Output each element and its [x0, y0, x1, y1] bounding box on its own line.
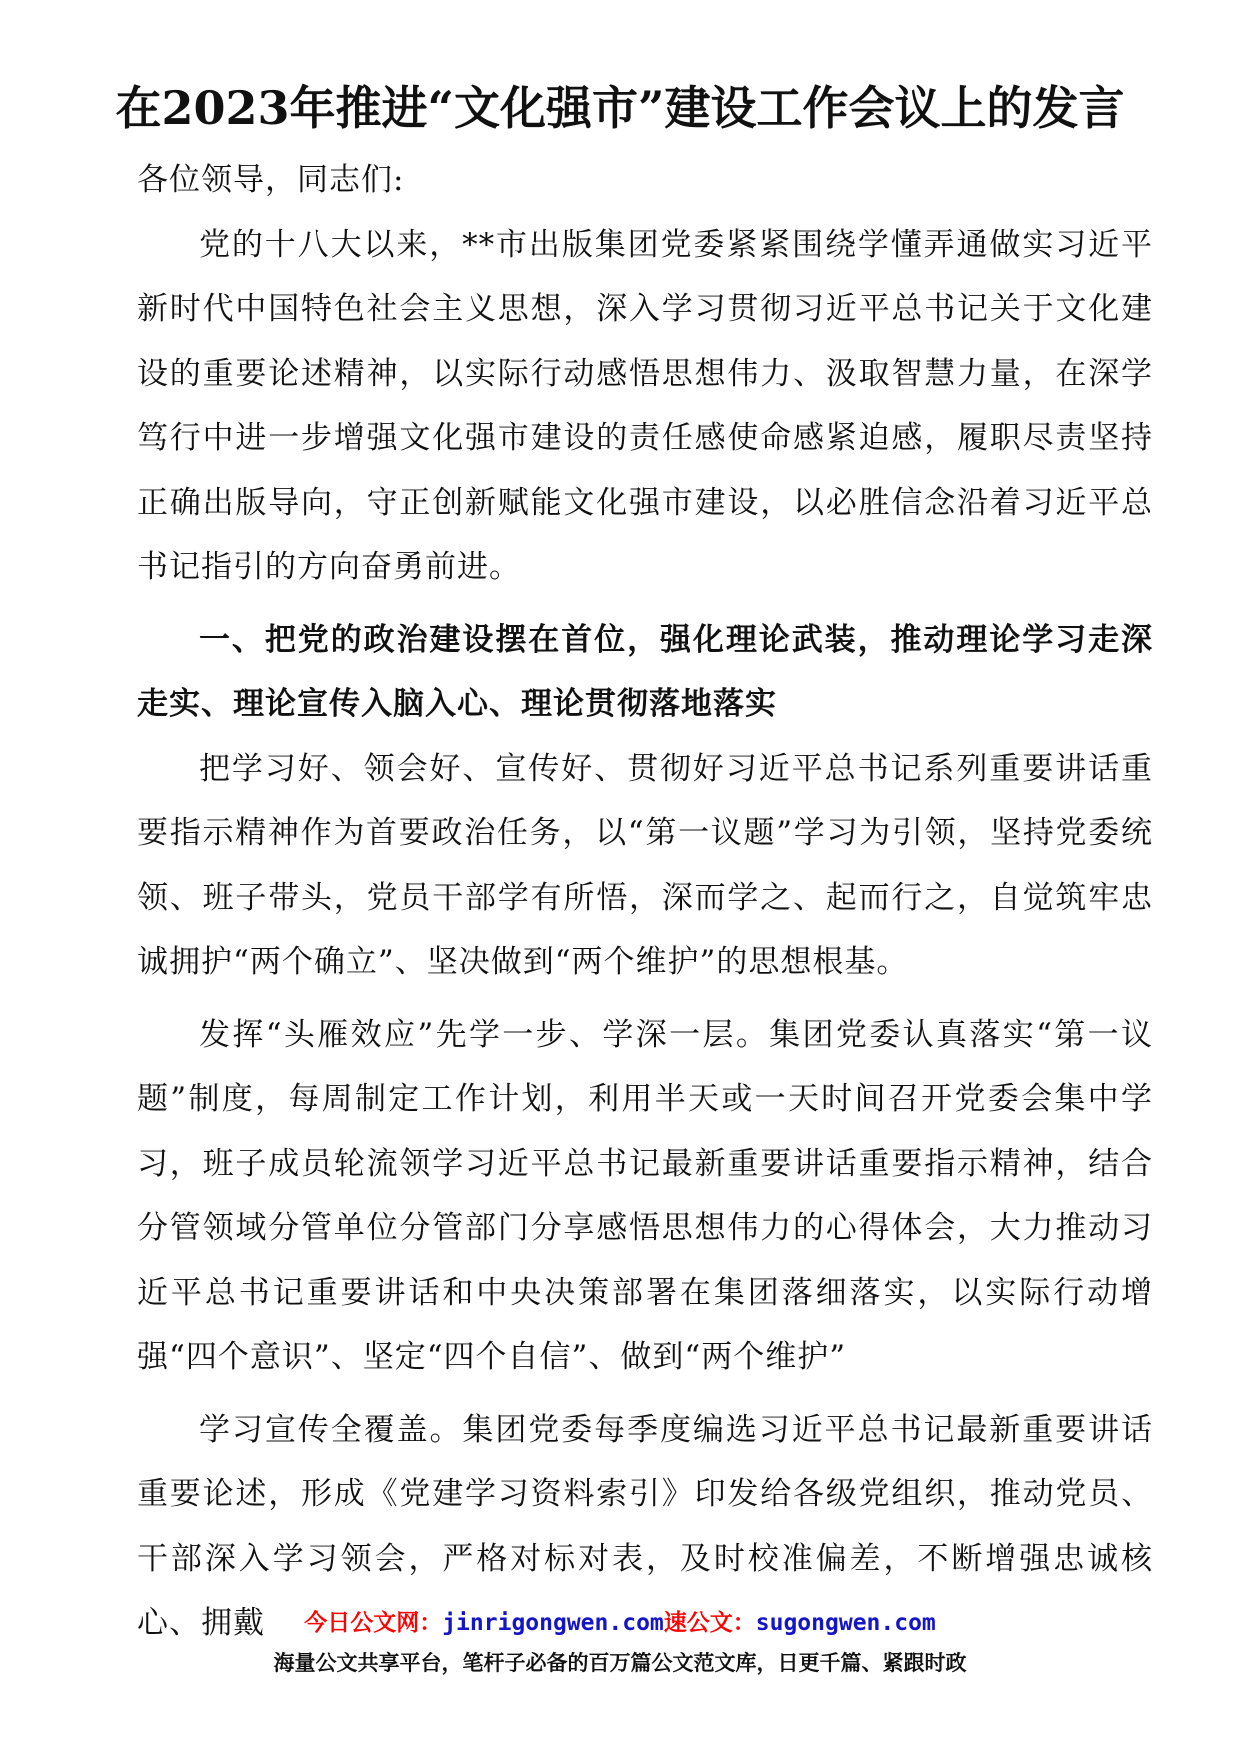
section-heading-1: 一、把党的政治建设摆在首位，强化理论武装，推动理论学习走深走实、理论宣传入脑入心、理论贯彻落地落实 [137, 621, 1153, 722]
body-paragraph-1: 把学习好、领会好、宣传好、贯彻好习近平总书记系列重要讲话重要指示精神作为首要政治任务，以“第一议题”学习为引领，坚持党委统领、班子带头，党员干部学有所悟，深而学之、起而行之，自觉筑牢忠诚拥护“两个确立”、坚决做到“两个维护”的思想根基。 [137, 750, 1153, 980]
footer-tagline: 海量公文共享平台，笔杆子必备的百万篇公文范文库，日更千篇、紧跟时政 [273, 1651, 967, 1675]
footer-site1-url[interactable]: jinrigongwen.com [442, 1610, 664, 1636]
document-body [137, 148, 1153, 1656]
footer-sites [0, 1605, 1240, 1641]
body-paragraph-2: 发挥“头雁效应”先学一步、学深一层。集团党委认真落实“第一议题”制度，每周制定工作计划，利用半天或一天时间召开党委会集中学习，班子成员轮流领学习近平总书记最新重要讲话重要指示精神，结合分管领域分管单位分管部门分享感悟思想伟力的心得体会，大力推动习近平总书记重要讲话和中央决策部署在集团落细落实，以实际行动增强“四个意识”、坚定“四个自信”、做到“两个维护” [137, 1016, 1153, 1375]
intro-paragraph: 党的十八大以来，**市出版集团党委紧紧围绕学懂弄通做实习近平新时代中国特色社会主义思想，深入学习贯彻习近平总书记关于文化建设的重要论述精神，以实际行动感悟思想伟力、汲取智慧力量，在深学笃行中进一步增强文化强市建设的责任感使命感紧迫感，履职尽责坚持正确出版导向，守正创新赋能文化强市建设，以必胜信念沿着习近平总书记指引的方向奋勇前进。 [137, 226, 1153, 585]
document-title: 在2023年推进“文化强市”建设工作会议上的发言 [115, 81, 1125, 135]
footer-site1-name: 今日公文网： [304, 1610, 443, 1636]
page-footer [0, 1605, 1240, 1679]
salutation: 各位领导，同志们: [137, 162, 405, 198]
footer-site2-name: 速公文： [663, 1610, 756, 1636]
footer-site2-url[interactable]: sugongwen.com [755, 1610, 936, 1636]
body-paragraph-3: 学习宣传全覆盖。集团党委每季度编选习近平总书记最新重要讲话重要论述，形成《党建学习资料索引》印发给各级党组织，推动党员、干部深入学习领会，严格对标对表，及时校准偏差，不断增强忠诚核心、拥戴 [137, 1411, 1153, 1641]
